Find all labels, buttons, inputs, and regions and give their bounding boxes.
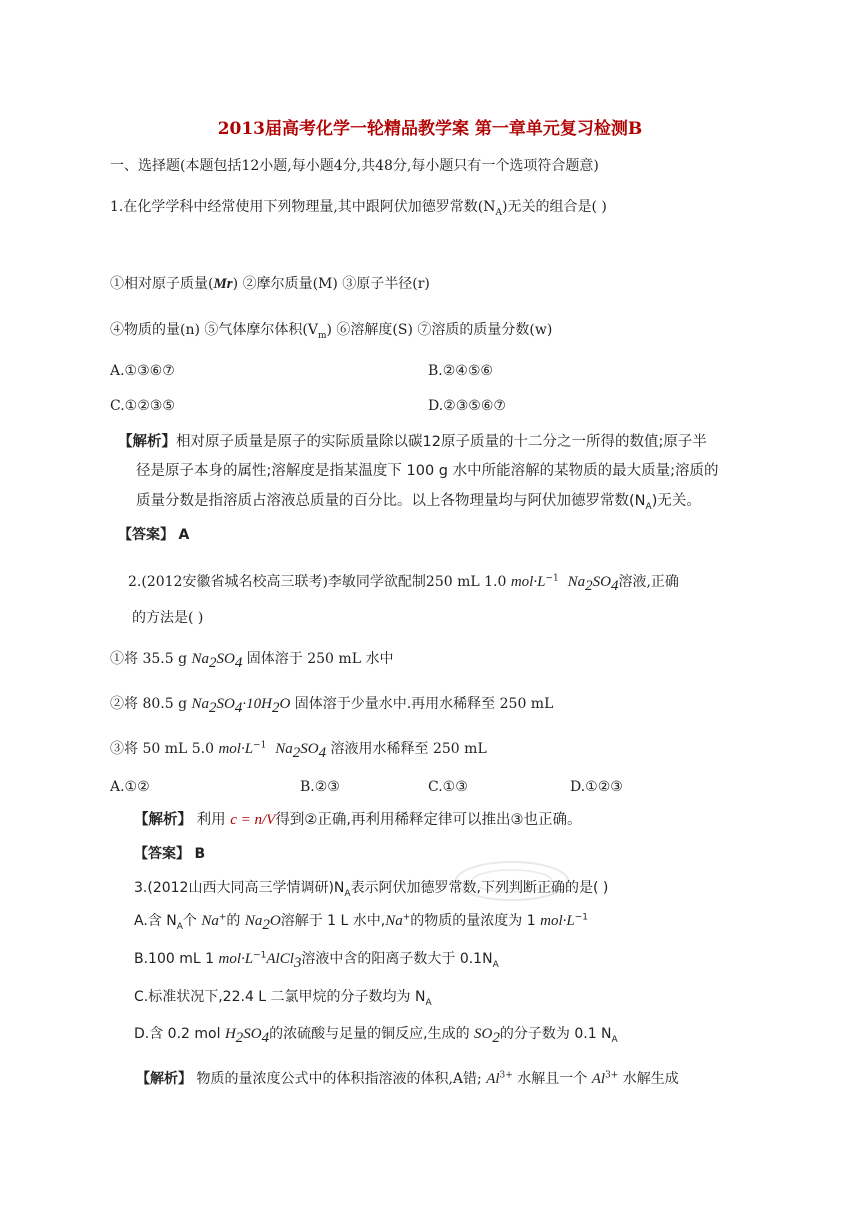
q1-option-d: D.②③⑤⑥⑦ — [428, 398, 506, 414]
q2-item2: ②将 80.5 g $Na_2SO_4\cdot 10H_2O$ 固体溶于少量水中.再用水稀释至 250 mL — [110, 696, 554, 716]
q2-item3: ③将 50 mL 5.0 $mol\cdot L^{-1}$ $Na_2SO_4$ 溶液用水稀释至 250 mL — [110, 740, 487, 761]
q2-answer: 【答案】 B — [134, 846, 206, 862]
q3-option-c: C.标准状况下,22.4 L 二氯甲烷的分子数均为 $N_A$ — [134, 989, 432, 1008]
q1-answer: 【答案】 A — [118, 527, 190, 543]
q3-option-d: D.含 0.2 mol $H_2SO_4$的浓硫酸与足量的铜反应,生成的 $SO_2$的分子数为 0.1 $N_A$ — [134, 1026, 618, 1046]
q3-option-b: B.100 mL 1 $mol\cdot L^{-1}AlCl_3$溶液中含的阳离子数大于 $0.1N_A$ — [134, 950, 499, 971]
q1-items-line1: ①相对原子质量(Mr) ②摩尔质量(M) ③原子半径(r) — [110, 276, 430, 292]
q2-option-b: B.②③ — [300, 779, 340, 795]
q3-analysis: 【解析】 物质的量浓度公式中的体积指溶液的体积,A错; $Al^{3+}$ 水解且一个 $Al^{3+}$ 水解生成 — [136, 1070, 679, 1087]
q2-stem-line1: 2.(2012安徽省城名校高三联考)李敏同学欲配制250 mL 1.0 $mol\cdot L^{-1}$ $Na_2SO_4$溶液,正确 — [128, 573, 679, 594]
q1-analysis-line2: 径是原子本身的属性;溶解度是指某温度下 100 g 水中所能溶解的某物质的最大质量;溶质的 — [136, 463, 719, 479]
q1-analysis-line1: 【解析】相对原子质量是原子的实际质量除以碳12原子质量的十二分之一所得的数值;原子半 — [118, 434, 707, 450]
q3-option-a: A.含 $N_A$个 Na+的 $Na_2O$溶解于 1 L 水中,Na+的物质的量浓度为 1 $mol\cdot L^{-1}$ — [134, 912, 588, 933]
q2-option-d: D.①②③ — [570, 779, 623, 795]
section-heading: 一、选择题(本题包括12小题,每小题4分,共48分,每小题只有一个选项符合题意) — [110, 158, 599, 174]
q1-option-a: A.①③⑥⑦ — [110, 363, 175, 379]
q2-option-c: C.①③ — [428, 779, 468, 795]
q2-item1: ①将 35.5 g $Na_2SO_4$ 固体溶于 250 mL 水中 — [110, 651, 394, 671]
q2-analysis: 【解析】 利用 c = n/V得到②正确,再利用稀释定律可以推出③也正确。 — [134, 812, 582, 828]
q1-option-b: B.②④⑤⑥ — [428, 363, 493, 379]
q3-stem: 3.(2012山西大同高三学情调研)$N_A$表示阿伏加德罗常数,下列判断正确的是( ) — [134, 880, 609, 899]
q1-option-c: C.①②③⑤ — [110, 398, 175, 414]
q1-analysis-line3: 质量分数是指溶质占溶液总质量的百分比。以上各物理量均与阿伏加德罗常数$(N_A)$无关。 — [136, 493, 701, 512]
q2-option-a: A.①② — [110, 779, 150, 795]
q1-items-line2: ④物质的量(n) ⑤气体摩尔体积$(V_m)$ ⑥溶解度(S) ⑦溶质的质量分数(w) — [110, 322, 553, 341]
q2-stem-line2: 的方法是( ) — [132, 610, 204, 626]
q1-stem: 1.在化学学科中经常使用下列物理量,其中跟阿伏加德罗常数$(N_A)$无关的组合是( ) — [110, 199, 607, 218]
document-title: 2013届高考化学一轮精品教学案 第一章单元复习检测B — [217, 119, 643, 139]
